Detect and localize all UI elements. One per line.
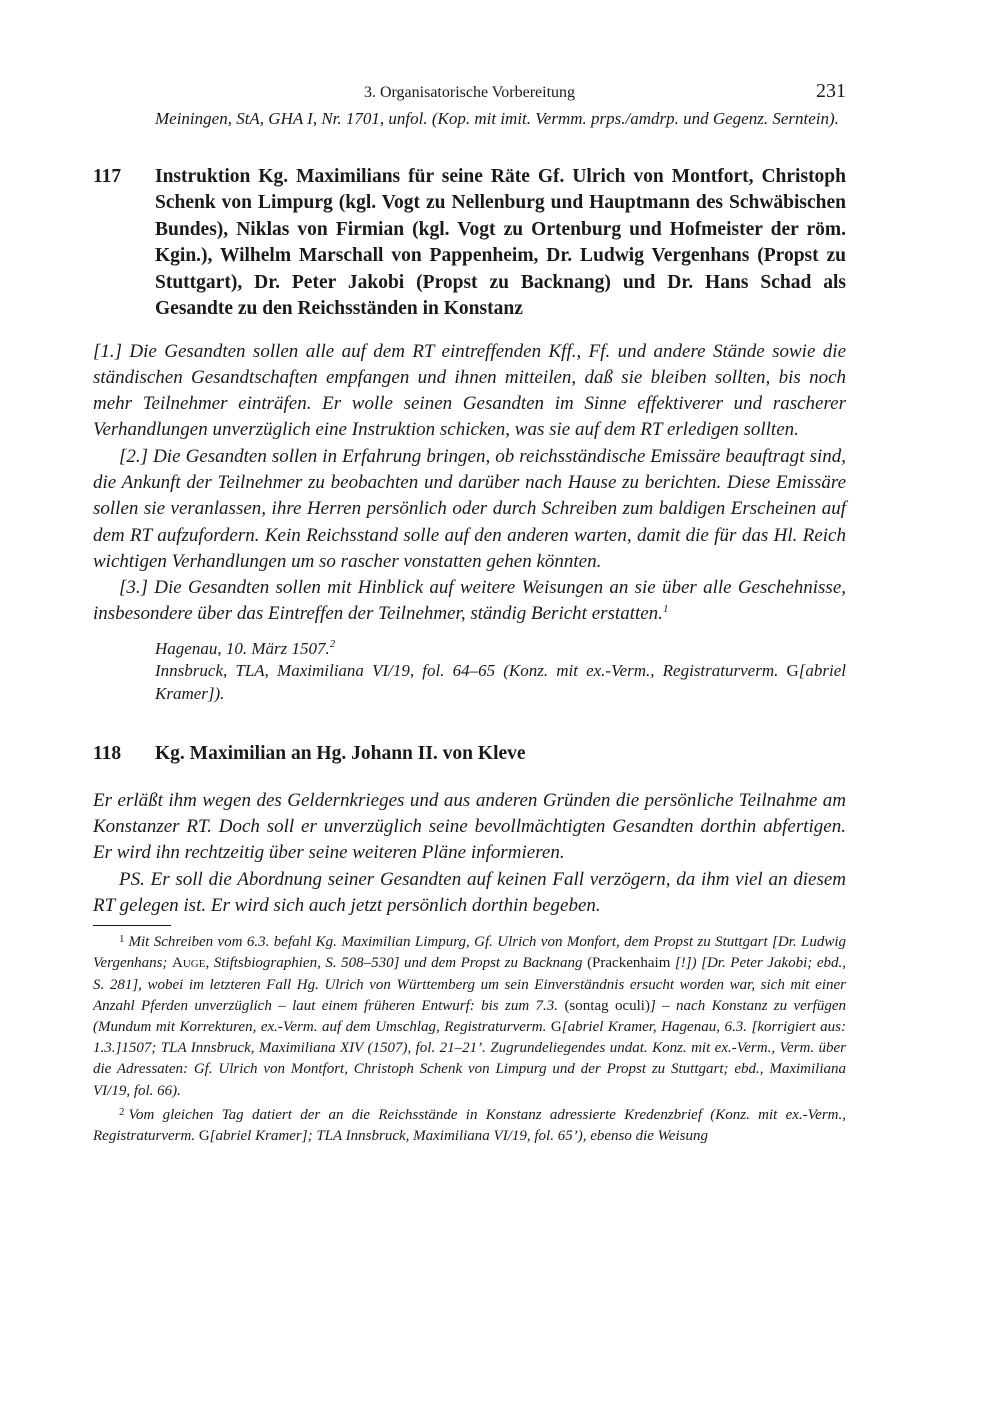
entry-118-summary bbox=[93, 788, 846, 919]
running-head bbox=[93, 78, 846, 108]
entry-117 bbox=[93, 164, 846, 323]
footnote-text-upright: G bbox=[550, 1019, 562, 1036]
summary-paragraph-3 bbox=[93, 575, 846, 628]
footnote-rule bbox=[93, 925, 171, 926]
footnotes bbox=[93, 929, 846, 1147]
footnote-text: Vom gleichen Tag datiert der an die Reichsstände in Konstanz adressierte Kredenzbrief (Konz. mit ex.-Verm., Registraturverm. bbox=[93, 1106, 846, 1145]
entry-117-summary bbox=[93, 339, 846, 628]
footnote-text-upright: G bbox=[198, 1128, 210, 1145]
footnote-text-upright: (Prackenhaim bbox=[587, 955, 675, 972]
source-initial: G bbox=[786, 661, 799, 681]
footnote-number: 2 bbox=[119, 1105, 125, 1118]
summary-paragraph-1: [1.] Die Gesandten sollen alle auf dem RT eintreffenden Kff., Ff. und andere Stände sowie die ständischen Gesandtschaften empfangen und ihnen mitteilen, daß sie bleiben sollten, bis noch mehr Teilnehmer einträfen. Er wolle seinen Gesandten im Sinne effektiverer und rascherer Verhandlungen unverzüglich eine Instruktion schicken, was sie auf dem RT erledigen sollten. bbox=[93, 340, 846, 441]
entry-heading: Kg. Maximilian an Hg. Johann II. von Kleve bbox=[155, 743, 526, 765]
source-text: Innsbruck, TLA, Maximiliana VI/19, fol. 64–65 (Konz. mit ex.-Verm., Registraturverm. bbox=[155, 661, 779, 681]
entry-heading: Instruktion Kg. Maximilians für seine Räte Gf. Ulrich von Montfort, Christoph Schenk von Limpurg (kgl. Vogt zu Nellenburg und Hauptmann des Schwäbischen Bundes), Niklas von Firmian (kgl. Vogt zu Ortenburg und Hofmeister der röm. Kgin.), Wilhelm Marschall von Pappenheim, Dr. Ludwig Vergenhans (Propst zu Stuttgart), Dr. Peter Jakobi (Propst zu Backnang) und Dr. Hans Schad als Gesandte zu den Reichsständen in Konstanz bbox=[155, 165, 846, 319]
footnote-2 bbox=[93, 1102, 846, 1147]
top-source-citation: Meiningen, StA, GHA I, Nr. 1701, unfol. (Kop. mit imit. Vermm. prps./amdrp. und Gegenz. Serntein). bbox=[155, 109, 839, 128]
entry-number: 118 bbox=[93, 743, 122, 765]
footnote-text: [abriel Kramer]; TLA Innsbruck, Maximiliana VI/19, fol. 65’), ebenso die Weisung bbox=[209, 1128, 708, 1145]
footnote-ref: 1 bbox=[662, 603, 669, 616]
author-name: Auge bbox=[171, 955, 206, 972]
summary-paragraph-2: [2.] Die Gesandten sollen in Erfahrung bringen, ob reichsständische Emissäre beauftragt sind, die Ankunft der Teilnehmer zu beobachten und darüber nach Hause zu berichten. Diese Emissäre sollen sie veranlassen, ihre Herren persönlich oder durch Schreiben zum baldigen Erscheinen auf dem RT aufzufordern. Kein Reichsstand solle auf den anderen warten, damit die für das Hl. Reich wichtigen Verhandlungen um so rascher vonstatten gehen könnten. bbox=[93, 445, 846, 572]
entry-number: 117 bbox=[93, 165, 122, 187]
source-line bbox=[155, 660, 846, 705]
entry-118 bbox=[93, 741, 846, 768]
entry-117-dating bbox=[155, 638, 846, 706]
running-title: 3. Organisatorische Vorbereitung bbox=[363, 84, 576, 101]
footnote-text: [abriel Kramer, Hagenau, 6.3. [korrigiert aus: 1.3.]1507; TLA Innsbruck, Maximiliana XIV (1507), fol. 21–21’. Zugrundeliegendes undat. Konz. mit ex.-Verm., Verm. über die Adressaten: Gf. Ulrich von Montfort, Christoph Schenk von Limpurg und der Propst zu Stuttgart; ebd., Maximiliana VI/19, fol. 66). bbox=[93, 1019, 846, 1099]
summary-paragraph-1: Er erläßt ihm wegen des Geldernkrieges und aus anderen Gründen die persönliche Teilnahme am Konstanzer RT. Doch soll er unverzüglich seine bevollmächtigten Gesandten dorthin abfertigen. Er wird ihn rechtzeitig über seine weiteren Pläne informieren. bbox=[93, 789, 846, 864]
footnote-ref: 2 bbox=[329, 637, 336, 650]
date-text: Hagenau, 10. März 1507. bbox=[155, 638, 330, 658]
footnote-text: Mit Schreiben vom 6.3. befahl Kg. Maximilian Limpurg, Gf. Ulrich von Monfort, dem Propst zu Stuttgart [Dr. Ludwig Vergenhans; bbox=[93, 934, 846, 972]
footnote-1 bbox=[93, 929, 846, 1102]
document-page bbox=[93, 78, 846, 1147]
page-number: 231 bbox=[816, 80, 846, 102]
date-line bbox=[155, 638, 846, 661]
footnote-text: ] – nach Konstanz zu verfügen (Mundum mit Korrekturen, ex.-Verm. auf dem Umschlag, Registraturverm. bbox=[93, 997, 846, 1036]
summary-paragraph-2: PS. Er soll die Abordnung seiner Gesandten auf keinen Fall verzögern, da ihm viel an diesem RT gelegen ist. Er wird sich auch jetzt persönlich dorthin begeben. bbox=[93, 868, 846, 916]
footnote-text-upright: (sontag oculi) bbox=[564, 997, 650, 1014]
footnote-number: 1 bbox=[119, 933, 125, 946]
summary-paragraph-3-text: [3.] Die Gesandten sollen mit Hinblick auf weitere Weisungen an sie über alle Geschehnisse, insbesondere über das Eintreffen der Teilnehmer, ständig Bericht erstatten. bbox=[93, 577, 846, 625]
footnote-text: , Stiftsbiographien, S. 508–530] und dem Propst zu Backnang bbox=[205, 955, 588, 972]
footnote-text: [!]) [Dr. Peter Jakobi; ebd., S. 281], wobei im letzteren Fall Hg. Ulrich von Württemberg um sein Einverständnis ersucht worden war, sich mit einer Anzahl Pferden unverzüglich – laut einem früheren Entwurf: bis zum 7.3. bbox=[93, 955, 846, 1014]
source-text-end: [abriel Kramer]). bbox=[155, 661, 846, 703]
